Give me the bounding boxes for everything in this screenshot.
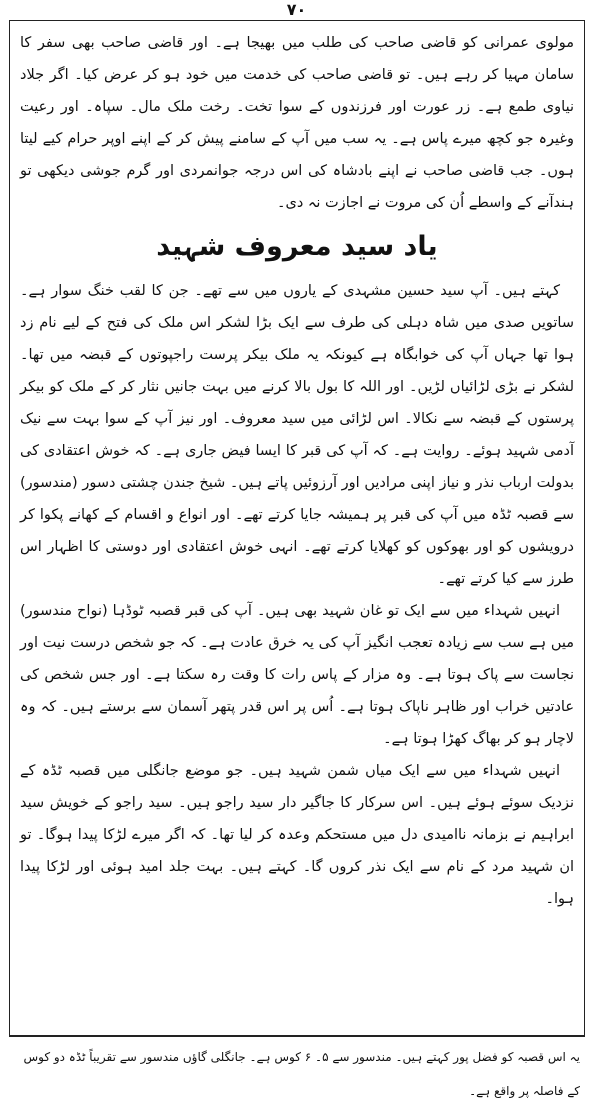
paragraph-shaman-shaheed: انہیں شہداء میں سے ایک میاں شمن شہید ہیں۔ جو موضع جانگلی میں قصبہ ٹڈہ کے نزدیک سوئے ہوئے ہیں۔ اس سرکار کا جاگیر دار سید راجو ہیں۔ سید راجو کے خویش سید ابراہیم نے بزمانہ ناامیدی دل میں مستحکم وعدہ کر لیا تھا۔ کہ اگر میرے لڑکا پیدا ہوگا۔ تو ان شہید مرد کے نام سے ایک نذر کروں گا۔ کہتے ہیں۔ بہت جلد امید ہوئی اور لڑکا پیدا ہوا۔ (20, 763, 574, 907)
paragraph-toghan-shaheed: انہیں شہداء میں سے ایک تو غان شہید بھی ہیں۔ آپ کی قبر قصبہ ٹوڈہا (نواح مندسور) میں ہے سب سے زیادہ تعجب انگیز آپ کی یہ خرق عادت ہے۔ کہ جو شخص درست نیت اور نجاست سے پاک ہوتا ہے۔ وہ مزار کے پاس رات کا وقت رہ سکتا ہے۔ اور جس شخص کی عادتیں خراب اور ظاہر ناپاک ہوتا ہے۔ اُس پر اس قدر پتھر آسمان سے برستے ہیں۔ کہ وہ لاچار ہو کر بھاگ کھڑا ہوتا ہے۔ (20, 603, 574, 747)
paragraph-sayyid-maroof: کہتے ہیں۔ آپ سید حسین مشہدی کے یاروں میں سے تھے۔ جن کا لقب خنگ سوار ہے۔ ساتویں صدی میں شاہ دہلی کی طرف سے ایک بڑا لشکر اس ملک کی فتح کے لیے نام زد ہوا تھا جہاں آپ کی خوابگاہ ہے کیونکہ یہ ملک بیکر پرست راجپوتوں کے قبضہ میں تھا۔ لشکر نے بڑی لڑائیاں لڑیں۔ اور اللہ کا بول بالا کرنے میں بہت جانیں نثار کر کے ملک کو بیکر پرستوں کے قبضہ سے نکالا۔ اس لڑائی میں سید معروف۔ اور نیز آپ کے سوا بہت سے نیک آدمی شہید ہوئے۔ روایت ہے۔ کہ آپ کی قبر کا ایسا فیض جاری ہے۔ کہ خوش اعتقادی کی بدولت ارباب نذر و نیاز اپنی مرادیں اور آرزوئیں پاتے ہیں۔ شیخ جندن چشتی دسور (مندسور) سے قصبہ ٹڈہ میں آپ کی قبر پر ہمیشہ جایا کرتے تھے۔ اور انواع و اقسام کے کھانے پکوا کر درویشوں کو اور بھوکوں کو کھلایا کرتے تھے۔ انہی خوش اعتقادی اور دوستی کا اظہار اس طرز سے کیا کرتے تھے۔ (20, 283, 574, 587)
text-frame (9, 20, 585, 1036)
footnote: یہ اس قصبہ کو فضل پور کہتے ہیں۔ مندسور سے ۵۔ ۶ کوس ہے۔ جانگلی گاؤں مندسور سے تقریباً ٹڈہ دو کوس کے فاصلہ پر واقع ہے۔ (23, 1050, 580, 1098)
page-number: ٧٠ (286, 0, 307, 19)
footnote-divider (9, 1036, 585, 1037)
section-heading: یاد سید معروف شہید (156, 231, 438, 262)
paragraph-intro: مولوی عمرانی کو قاضی صاحب کی طلب میں بھیجا ہے۔ اور قاضی صاحب بھی سفر کا سامان مہیا کر رہے ہیں۔ تو قاضی صاحب کی خدمت میں خود ہو کر عرض کیا۔ اگر جلاد نیاوی طمع ہے۔ زر عورت اور فرزندوں کے سوا تخت۔ رخت ملک مال۔ سپاہ۔ اور رعیت وغیرہ جو کچھ میرے پاس ہے۔ یہ سب میں آپ کے سامنے پیش کر کے اپنے اوپر حرام کیے لیتا ہوں۔ جب قاضی صاحب نے اپنے بادشاہ کی اس درجہ جوانمردی اور گرم جوشی دیکھی تو ہندآنے کے واسطے اُن کی مروت نے اجازت نہ دی۔ (20, 35, 574, 211)
